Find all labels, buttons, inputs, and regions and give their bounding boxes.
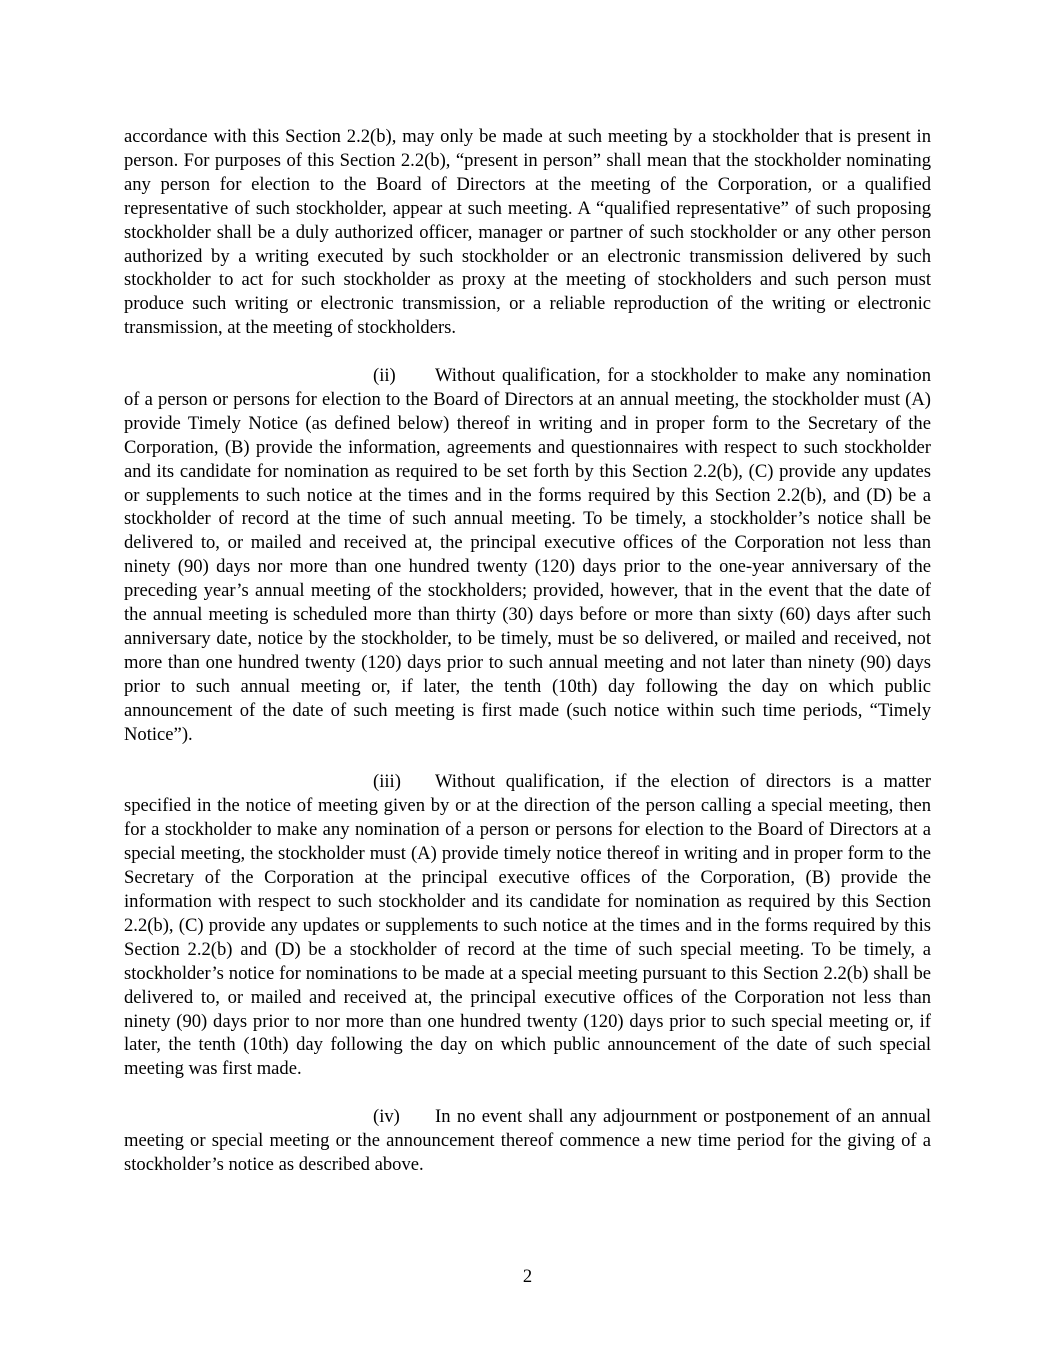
paragraph-text: Without qualification, if the election of directors is a matter specified in the notice of meeting given by or at the direction of the person calling a special meeting, then for a stockholder to make any nomination of a person or persons for election to the Board of Directors at a special meeting, the stockholder must (A) provide timely notice thereof in writing and in proper form to the Secretary of the Corporation at the principal executive offices of the Corporation, (B) provide the information with respect to such stockholder and its candidate for nomination as required by this Section 2.2(b), (C) provide any updates or supplements to such notice at the times and in the forms required by this Section 2.2(b) and (D) be a stockholder of record at the time of such special meeting. To be timely, a stockholder’s notice for nominations to be made at a special meeting pursuant to this Section 2.2(b) shall be delivered to, or mailed and received at, the principal executive offices of the Corporation not less than ninety (90) days prior to nor more than one hundred twenty (120) days prior to such special meeting or, if later, the tenth (10th) day following the day on which public announcement of the date of such special meeting was first made. (124, 771, 931, 1080)
paragraph-text: In no event shall any adjournment or postponement of an annual meeting or special meeting or the announcement thereof commence a new time period for the giving of a stockholder’s notice as described above. (124, 1106, 931, 1175)
paragraph-ii (124, 364, 931, 747)
paragraph-number: (iv) (373, 1106, 400, 1128)
paragraph-continuation (124, 125, 931, 340)
document-body (124, 125, 931, 1177)
page-number: 2 (522, 1266, 533, 1287)
paragraph-text: Without qualification, for a stockholder to make any nomination of a person or persons for election to the Board of Directors at an annual meeting, the stockholder must (A) provide Timely Notice (as defined below) thereof in writing and in proper form to the Secretary of the Corporation, (B) provide the information, agreements and questionnaires with respect to such stockholder and its candidate for nomination as required to be set forth by this Section 2.2(b), (C) provide any updates or supplements to such notice at the times and in the forms required by this Section 2.2(b), and (D) be a stockholder of record at the time of such annual meeting. To be timely, a stockholder’s notice shall be delivered to, or mailed and received at, the principal executive offices of the Corporation not less than ninety (90) days nor more than one hundred twenty (120) days prior to the one-year anniversary of the preceding year’s annual meeting of the stockholders; provided, however, that in the event that the date of the annual meeting is scheduled more than thirty (30) days before or more than sixty (60) days after such anniversary date, notice by the stockholder, to be timely, must be so delivered, or mailed and received, not more than one hundred twenty (120) days prior to such annual meeting and not later than ninety (90) days prior to such annual meeting or, if later, the tenth (10th) day following the day on which public announcement of the date of such meeting is first made (such notice within such time periods, “Timely Notice”). (124, 365, 931, 745)
paragraph-text: accordance with this Section 2.2(b), may only be made at such meeting by a stockholder that is present in person. For purposes of this Section 2.2(b), “present in person” shall mean that the stockholder nominating any person for election to the Board of Directors at the meeting of the Corporation, or a qualified representative of such stockholder, appear at such meeting. A “qualified representative” of such proposing stockholder shall be a duly authorized officer, manager or partner of such stockholder or any other person authorized by a writing executed by such stockholder or an electronic transmission delivered by such stockholder to act for such stockholder as proxy at the meeting of stockholders and such person must produce such writing or electronic transmission, or a reliable reproduction of the writing or electronic transmission, at the meeting of stockholders. (124, 126, 931, 339)
paragraph-number: (ii) (373, 365, 396, 387)
paragraph-number: (iii) (373, 771, 401, 793)
paragraph-iv (124, 1105, 931, 1177)
paragraph-iii (124, 770, 931, 1081)
